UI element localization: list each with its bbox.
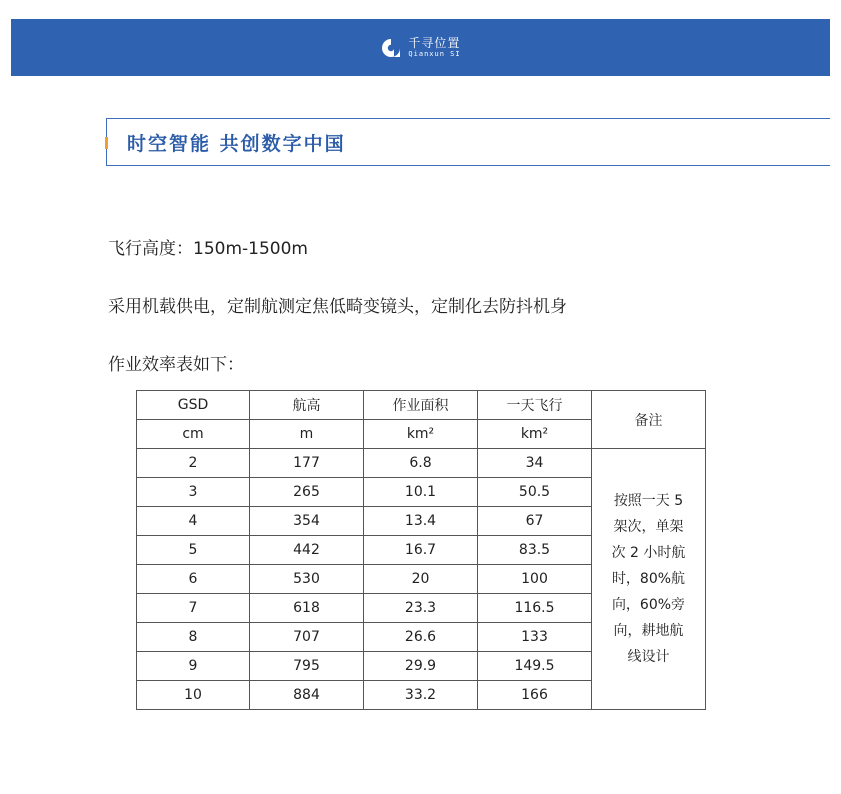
header-notes: 备注 (592, 391, 706, 449)
note-line: 向，60%旁 (611, 597, 686, 613)
section-title-box (106, 118, 830, 166)
cell-altitude: 442 (250, 536, 364, 565)
cell-area: 20 (364, 565, 478, 594)
title-accent-mark (105, 137, 108, 149)
cell-altitude: 177 (250, 449, 364, 478)
header-area: 作业面积 (364, 391, 478, 420)
note-line: 架次，单架 (613, 519, 684, 535)
logo-text (408, 37, 460, 58)
cell-gsd: 4 (137, 507, 250, 536)
cell-altitude: 265 (250, 478, 364, 507)
cell-gsd: 10 (137, 681, 250, 710)
cell-gsd: 3 (137, 478, 250, 507)
cell-gsd: 2 (137, 449, 250, 478)
cell-gsd: 8 (137, 623, 250, 652)
cell-daily: 67 (478, 507, 592, 536)
cell-altitude: 707 (250, 623, 364, 652)
cell-altitude: 884 (250, 681, 364, 710)
note-line: 次 2 小时航 (611, 545, 686, 561)
section-title: 时空智能 共创数字中国 (127, 132, 346, 155)
cell-area: 33.2 (364, 681, 478, 710)
note-line: 按照一天 5 (613, 493, 684, 509)
header-altitude: 航高 (250, 391, 364, 420)
cell-area: 6.8 (364, 449, 478, 478)
cell-daily: 34 (478, 449, 592, 478)
efficiency-table (136, 390, 706, 710)
table-header-row (137, 391, 706, 420)
cell-daily: 149.5 (478, 652, 592, 681)
cell-gsd: 6 (137, 565, 250, 594)
table-intro-text: 作业效率表如下： (108, 355, 244, 375)
note-line: 时，80%航 (611, 571, 686, 587)
unit-area: km² (364, 420, 478, 449)
cell-gsd: 5 (137, 536, 250, 565)
logo-name-en: Qianxun SI (408, 50, 461, 58)
cell-area: 26.6 (364, 623, 478, 652)
cell-altitude: 530 (250, 565, 364, 594)
cell-area: 29.9 (364, 652, 478, 681)
header-gsd: GSD (137, 391, 250, 420)
cell-area: 10.1 (364, 478, 478, 507)
cell-daily: 133 (478, 623, 592, 652)
table-row (137, 449, 706, 478)
cell-area: 16.7 (364, 536, 478, 565)
header-daily: 一天飞行 (478, 391, 592, 420)
cell-gsd: 9 (137, 652, 250, 681)
logo[interactable] (380, 37, 460, 59)
qianxun-logo-icon (380, 37, 402, 59)
cell-altitude: 618 (250, 594, 364, 623)
equipment-description-text: 采用机载供电，定制航测定焦低畸变镜头，定制化去防抖机身 (108, 297, 567, 317)
cell-daily: 100 (478, 565, 592, 594)
unit-gsd: cm (137, 420, 250, 449)
flight-altitude-text: 飞行高度：150m-1500m (108, 239, 308, 259)
cell-daily: 50.5 (478, 478, 592, 507)
notes-cell (592, 449, 706, 710)
cell-daily: 116.5 (478, 594, 592, 623)
cell-altitude: 795 (250, 652, 364, 681)
cell-gsd: 7 (137, 594, 250, 623)
header-bar (11, 19, 830, 76)
unit-altitude: m (250, 420, 364, 449)
unit-daily: km² (478, 420, 592, 449)
logo-name-cn: 千寻位置 (408, 36, 461, 50)
cell-area: 23.3 (364, 594, 478, 623)
note-line: 向，耕地航 (613, 623, 684, 639)
cell-area: 13.4 (364, 507, 478, 536)
cell-daily: 166 (478, 681, 592, 710)
cell-daily: 83.5 (478, 536, 592, 565)
note-line: 线设计 (627, 649, 670, 665)
cell-altitude: 354 (250, 507, 364, 536)
